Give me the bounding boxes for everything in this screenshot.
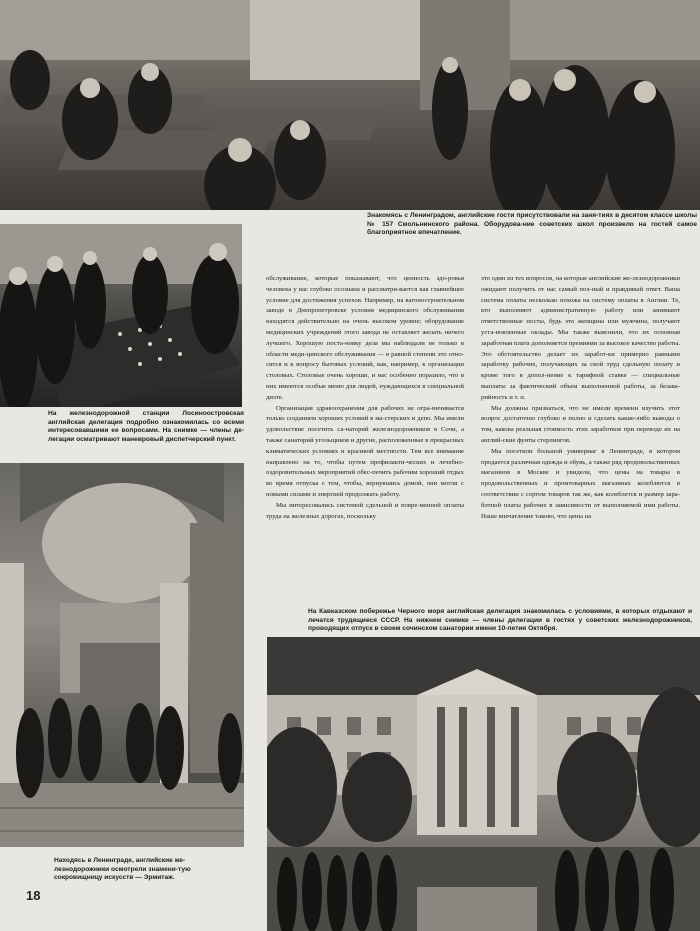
- hermitage-photo-art: [0, 463, 244, 847]
- dispatcher-photo: [0, 224, 242, 407]
- page-number: 18: [26, 888, 41, 903]
- hermitage-caption: Находясь в Ленинграде, английские же-лезнодорожники осмотрели знамени-тую сокровищницу искусств — Эрмитаж.: [54, 857, 191, 882]
- left-paragraph: обслуживание, которые показывают, что ценность здо-ровья человека у вас глубоко осознана и рассматри-вается как главнейшее условие для достижения успехов. Например, на вагоностроительном заводе в Днепропетровске условия медицинского обслуживания находятся действительно на очень высоком уровне; оборудование медицинских учреждений этого завода не оставляет желать ничего лучшего. Хорошую поста-новку дела мы наблюдали не только в области меди-цинского обслуживания — в равной степени это отно-сится и к вопросу бытовых условий, как, например, к организации столовых. Столовые очень хороши, и нас особенно поразило, что в них имеются особые меню для людей, нуждающихся в специальной диэте.: [266, 275, 464, 401]
- hermitage-photo: [0, 463, 244, 847]
- classroom-photo: [0, 0, 700, 210]
- classroom-photo-art: [0, 0, 700, 210]
- left-paragraph: Мы интересовались системой сдельной и повре-менной оплаты труда на железных дорогах, поскольку: [266, 501, 464, 520]
- right-paragraph: Мы посетили большой универмаг в Ленинграде, в котором продается различная одежда и обувь, а также ряд продовольственных магазинов в Москве и увидели, что цены на товары в продовольственных и промтоварных магазинах колеблются в соответствии с сортом товаров так же, как колеблется и размер зара-ботной платы рабочих в зависимости от выполняемой ими работы. Наше впечатление таково, что цены на: [481, 447, 680, 520]
- right-paragraph: Мы должны признаться, что не имели времени изучить этот вопрос достаточно глубоко и полно и сделать какие-либо выводы о том, какова реальная стоимость этих заработков при переводе их на англий-ские фунты стерлингов.: [481, 404, 680, 444]
- sanatorium-photo: [267, 637, 700, 931]
- classroom-caption: Знакомясь с Ленинградом, английские гости присутствовали на заня-тиях в десятом классе школы № 157 Смольнинского района. Оборудова-ние советских школ произвело на гостей самое благоприятное впечатление.: [367, 212, 697, 237]
- left-paragraph: Организация здравоохранения для рабочих не огра-ничивается только созданием хороших условий в ма-стерских и депо. Мы имели удовольствие посетить са-наторий железнодорожников в Сочи, а также санаторий угольщиков и другие, расположенные в прекрасных климатических условиях и красивой местности. Тем все внимание направлено на то, чтобы путем профилакти-ческих и лечебно-оздоровительных мероприятий обес-печить рабочим хороший отдых во время отпуска с тем, чтобы, вернувшись домой, они могли с новыми силами и энергией продолжать работу.: [266, 404, 464, 498]
- text-column-left: [266, 274, 464, 522]
- sanatorium-caption: На Кавказском побережье Черного моря английская делегация знакомилась с условиями, в которых отдыхают и лечатся трудящиеся СССР. На нижнем снимке — члены делегации в гостях у советских железнодорожников, проводящих отпуск в своем сочинском санатории имени 10-летия Октября.: [308, 608, 692, 633]
- sanatorium-photo-art: [267, 637, 700, 931]
- dispatcher-photo-art: [0, 224, 242, 407]
- text-column-right: [481, 274, 680, 522]
- dispatcher-caption: На железнодорожной станции Лосиноостровская английская делегация подробно ознакомилась со всеми интересовавшими ее вопросами. На снимке — члены де-легации осматривают маневровый диспетчерский пункт.: [48, 410, 244, 443]
- right-paragraph: это один из тех вопросов, на которые английские же-лезнодорожники ожидают получить от нас самый пол-ный и правдивый ответ. Ваша система оплаты несколько похожа на систему оплаты в Англии. Те, кто выполняют административную работу или занимают ответственные посты, будь это женщина или мужчина, получают уста-новленные оклады. Мы также выяснили, что их основная заработная плата дополняется премиями за высокое качество работы. Это обстоятельство делает их заработ-ки примерно равными заработку рабочих, получающих за свой труд сдельную оплату и кроме того в допол-нение к тарифной ставке — специальные выплаты за фактический объем выполненной работы, за безава-рийность и т. п.: [481, 275, 680, 401]
